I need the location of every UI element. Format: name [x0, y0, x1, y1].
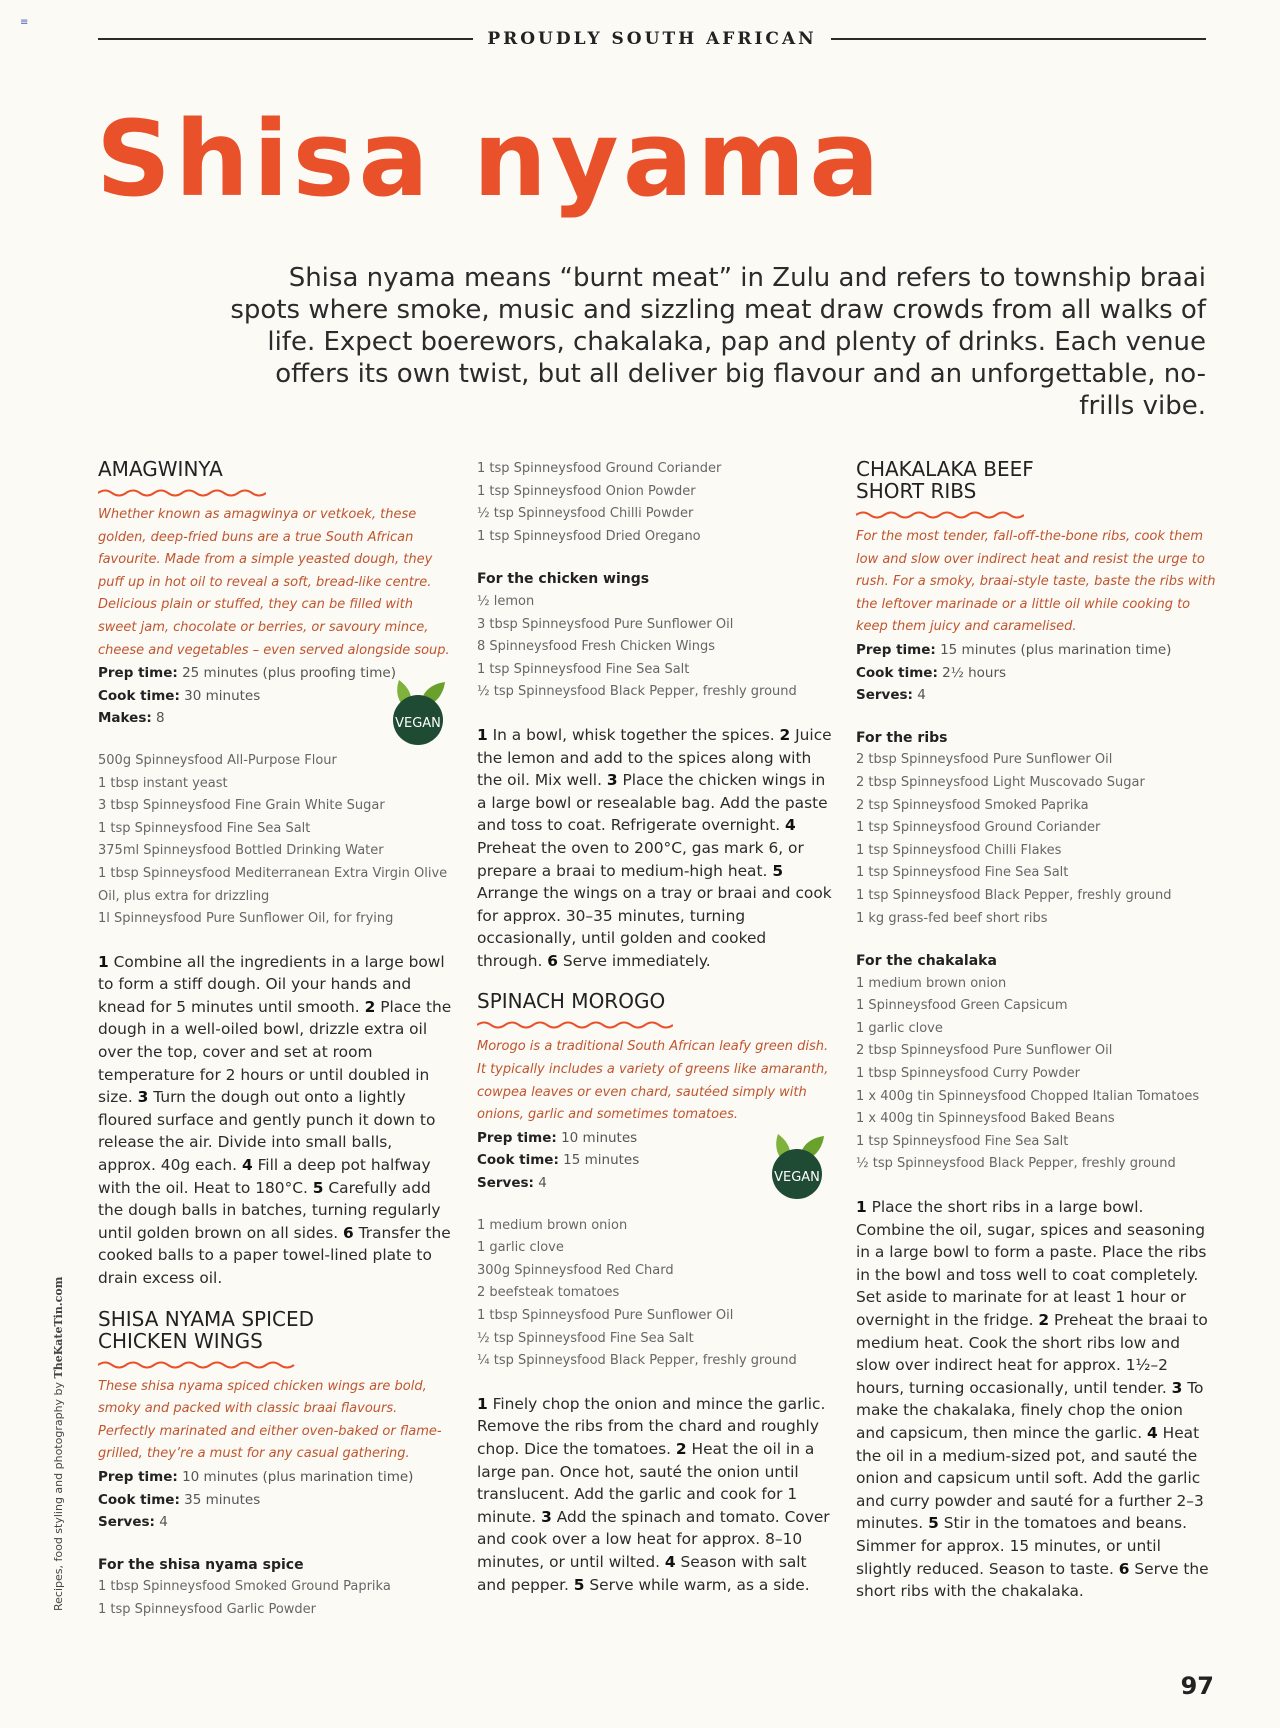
ingredient-item: 1 tsp Spinneysfood Onion Powder [477, 483, 696, 499]
menu-icon: ≡ [20, 17, 29, 28]
ingredient-item: 1 kg grass-fed beef short ribs [856, 910, 1048, 926]
step-number: 1 [856, 1198, 867, 1217]
subheading-spice: For the shisa nyama spice [98, 1556, 304, 1573]
ingredient-item: 2 tsp Spinneysfood Smoked Paprika [856, 797, 1089, 813]
ingredient-item: 1 tsp Spinneysfood Fine Sea Salt [477, 661, 690, 677]
ingredient-item: ½ tsp Spinneysfood Black Pepper, freshly ground [477, 684, 797, 700]
step-text: Fill a deep pot halfway with the oil. Heat to 180°C. [98, 1156, 431, 1197]
ingredient-item: 1 tbsp Spinneysfood Mediterranean Extra Virgin Olive Oil, plus extra for drizzling [98, 865, 448, 904]
ingredient-item: ½ tsp Spinneysfood Black Pepper, freshly ground [856, 1156, 1176, 1172]
section-header [98, 27, 1206, 51]
ingredient-item: 1 tsp Spinneysfood Dried Oregano [477, 528, 701, 544]
ingredient-item: ½ tsp Spinneysfood Chilli Powder [477, 506, 694, 522]
step-text: Arrange the wings on a tray or braai and cook for approx. 30–35 minutes, turning occasionally, until golden and cooked through. [477, 884, 832, 970]
ingredient-item: 500g Spinneysfood All-Purpose Flour [98, 752, 337, 768]
step-number: 5 [772, 861, 784, 880]
ingredient-list [477, 1215, 832, 1373]
subheading-ribs: For the ribs [856, 729, 948, 746]
ingredient-list [477, 591, 832, 704]
ingredient-item: 1 tsp Spinneysfood Fine Sea Salt [856, 1133, 1069, 1149]
step-number: 3 [137, 1088, 149, 1107]
step-number: 5 [312, 1178, 324, 1197]
step-number: 4 [1147, 1423, 1158, 1442]
ingredient-item: 1 tbsp Spinneysfood Smoked Ground Paprika [98, 1579, 391, 1595]
serves: Serves: 4 [856, 687, 926, 704]
recipe-description: Morogo is a traditional South African leafy green dish. It typically includes a variety of greens like amaranth, cowpea leaves or even chard, sautéed simply with onions, garlic and sometimes tomatoes. [477, 1039, 829, 1123]
recipe-amagwinya [98, 458, 453, 1290]
ingredient-item: 2 beefsteak tomatoes [477, 1285, 620, 1301]
step-text: Preheat the oven to 200°C, gas mark 6, or prepare a braai to medium-high heat. [477, 838, 804, 880]
recipe-description: Whether known as amagwinya or vetkoek, these golden, deep-fried buns are a true South African favourite. Made from a simple yeasted dough, they puff up in hot oil to reveal a soft, bread-like centre. Delicious plain or stuffed, they can be filled with sweet jam, chocolate or berries, or savoury mince, cheese and vegetables – even served alongside soup. [98, 507, 450, 658]
ingredient-item: 1 x 400g tin Spinneysfood Chopped Italian Tomatoes [856, 1088, 1200, 1104]
photo-credit: Recipes, food styling and photography by TheKateTin.com [52, 1276, 65, 1611]
ingredient-item: 3 tbsp Spinneysfood Pure Sunflower Oil [477, 616, 734, 632]
ingredient-item: 1 Spinneysfood Green Capsicum [856, 998, 1068, 1014]
step-text: Carefully add the dough balls in batches, turning regularly until golden brown on all sides. [98, 1178, 441, 1242]
step-number: 1 [477, 725, 488, 744]
step-number: 6 [547, 951, 558, 970]
cook-time: Cook time: 35 minutes [98, 1491, 261, 1508]
ingredient-item: 1 tsp Spinneysfood Fine Sea Salt [98, 820, 311, 836]
column-1 [98, 458, 453, 1622]
page-number: 97 [1180, 1672, 1214, 1700]
ingredient-list [856, 749, 1216, 930]
step-number: 2 [364, 997, 376, 1016]
ingredient-item: 8 Spinneysfood Fresh Chicken Wings [477, 639, 716, 655]
section-kicker: PROUDLY SOUTH AFRICAN [487, 29, 817, 49]
ingredient-item: 1 x 400g tin Spinneysfood Baked Beans [856, 1111, 1115, 1127]
prep-time: Prep time: 15 minutes (plus marination time) [856, 641, 1172, 658]
recipe-chicken-wings [98, 1308, 453, 1622]
vegan-badge [385, 676, 451, 746]
header-rule-left [98, 38, 473, 40]
ingredient-list [477, 458, 832, 548]
ingredient-item: 1 tsp Spinneysfood Garlic Powder [98, 1601, 317, 1617]
step-number: 1 [98, 952, 109, 971]
intro-paragraph: Shisa nyama means “burnt meat” in Zulu and refers to township braai spots where smoke, music and sizzling meat draw crowds from all walks of life. Expect boerewors, chakalaka, pap and plenty of drinks. Each venue offers its own twist, but all deliver big flavour and an unforgettable, no-frills vibe. [230, 263, 1206, 421]
ingredient-item: 2 tbsp Spinneysfood Pure Sunflower Oil [856, 1043, 1113, 1059]
ingredient-item: 375ml Spinneysfood Bottled Drinking Water [98, 843, 384, 859]
step-number: 3 [1171, 1378, 1183, 1397]
ingredient-item: 1 medium brown onion [477, 1217, 628, 1233]
step-text: Season with salt and pepper. [477, 1552, 807, 1594]
step-number: 6 [1118, 1559, 1130, 1578]
column-2 [477, 458, 832, 1596]
step-text: Serve immediately. [557, 951, 711, 970]
ingredient-item: 1 garlic clove [477, 1240, 564, 1256]
prep-time: Prep time: 10 minutes [477, 1129, 638, 1146]
step-text: Add the spinach and tomato. Cover and cook over a low heat for approx. 8–10 minutes, or until wilted. [477, 1507, 830, 1571]
recipe-description: These shisa nyama spiced chicken wings are bold, smoky and packed with classic braai flavours. Perfectly marinated and either oven-baked or flame-grilled, they’re a must for any casual gathering. [98, 1378, 442, 1462]
step-number: 4 [785, 816, 796, 835]
recipe-description: For the most tender, fall-off-the-bone ribs, cook them low and slow over indirect heat and resist the urge to rush. For a smoky, braai-style taste, baste the ribs with the leftover marinade or a little oil while cooking to keep them juicy and caramelised. [856, 529, 1216, 635]
step-text: Place the chicken wings in a large bowl or resealable bag. Add the paste and toss to coat. Refrigerate overnight. [477, 771, 828, 835]
step-text: Heat the oil in a large pan. Once hot, sauté the onion until translucent. Add the garlic and cook for 1 minute. [477, 1439, 815, 1526]
vegan-label: VEGAN [774, 1170, 820, 1185]
step-text: Turn the dough out onto a lightly floured surface and gently punch it down to release the air. Divide into small balls, approx. 40g each. [98, 1088, 436, 1175]
step-number: 2 [779, 725, 791, 744]
ingredient-item: 1l Spinneysfood Pure Sunflower Oil, for frying [98, 911, 394, 927]
subheading-wings: For the chicken wings [477, 571, 650, 588]
subheading-chakalaka: For the chakalaka [856, 953, 997, 970]
recipe-title: SHISA NYAMA SPICED CHICKEN WINGS [98, 1306, 314, 1353]
step-text: In a bowl, whisk together the spices. [487, 725, 780, 744]
makes: Makes: 8 [98, 710, 165, 727]
ingredient-item: 1 garlic clove [856, 1020, 943, 1036]
step-text: Transfer the cooked balls to a paper towel-lined plate to drain excess oil. [98, 1223, 451, 1287]
step-number: 4 [241, 1156, 253, 1175]
vegan-badge [764, 1130, 830, 1200]
step-text: Stir in the tomatoes and beans. Simmer for approx. 15 minutes, or until slightly reduced. Season to taste. [856, 1514, 1187, 1578]
prep-time: Prep time: 10 minutes (plus marination time) [98, 1468, 414, 1485]
ingredient-item: ½ tsp Spinneysfood Fine Sea Salt [477, 1330, 694, 1346]
step-text: Heat the oil in a medium-sized pot, and sauté the onion and capsicum until soft. Add the garlic and curry powder and sauté for a further 2–3 minutes. [856, 1423, 1204, 1533]
method-text [477, 724, 832, 973]
ingredient-list [98, 1576, 453, 1621]
ingredient-item: 1 tbsp Spinneysfood Pure Sunflower Oil [477, 1308, 734, 1323]
step-number: 5 [573, 1575, 585, 1594]
ingredient-item: ¼ tsp Spinneysfood Black Pepper, freshly ground [477, 1353, 797, 1369]
vegan-label: VEGAN [395, 716, 441, 731]
step-number: 6 [343, 1223, 354, 1242]
recipe-spinach-morogo [477, 990, 832, 1596]
ingredient-item: 1 tbsp instant yeast [98, 775, 228, 791]
ingredient-item: 1 medium brown onion [856, 975, 1007, 991]
ingredient-item: 300g Spinneysfood Red Chard [477, 1262, 674, 1278]
page-title: Shisa nyama [96, 98, 884, 220]
step-number: 3 [541, 1507, 552, 1526]
ingredient-item: 1 tsp Spinneysfood Ground Coriander [856, 820, 1101, 836]
cook-time: Cook time: 30 minutes [98, 687, 261, 704]
header-rule-right [831, 38, 1206, 40]
cook-time: Cook time: 15 minutes [477, 1152, 640, 1169]
step-text: Juice the lemon and add to the spices along with the oil. Mix well. [477, 725, 832, 790]
cook-time: Cook time: 2½ hours [856, 664, 1007, 681]
ingredient-list [98, 750, 453, 931]
ingredient-item: 1 tsp Spinneysfood Chilli Flakes [856, 842, 1062, 858]
recipe-title: CHAKALAKA BEEF SHORT RIBS [856, 457, 1034, 503]
squiggle-divider [98, 1360, 298, 1370]
step-number: 1 [477, 1394, 488, 1413]
ingredient-item: 1 tsp Spinneysfood Black Pepper, freshly ground [856, 887, 1172, 903]
ingredient-item: ½ lemon [477, 593, 535, 609]
leaf-icon [764, 1130, 830, 1200]
ingredient-item: 2 tbsp Spinneysfood Light Muscovado Sugar [856, 774, 1145, 790]
recipe-short-ribs [856, 458, 1216, 1603]
ingredient-item: 3 tbsp Spinneysfood Fine Grain White Sugar [98, 798, 385, 814]
step-number: 3 [606, 771, 618, 790]
step-text: Preheat the braai to medium heat. Cook the short ribs low and slow over indirect heat for approx. 1½–2 hours, turning occasionally, until tender. [856, 1311, 1208, 1397]
ingredient-list [856, 973, 1216, 1176]
squiggle-divider [98, 488, 266, 498]
step-number: 2 [675, 1439, 687, 1458]
step-number: 4 [664, 1552, 676, 1571]
squiggle-divider [477, 1020, 673, 1030]
recipe-title: AMAGWINYA [98, 457, 223, 481]
ingredient-item: 1 tsp Spinneysfood Fine Sea Salt [856, 865, 1069, 881]
prep-time: Prep time: 25 minutes (plus proofing time) [98, 665, 396, 682]
step-number: 5 [928, 1514, 939, 1533]
method-text [98, 951, 453, 1290]
step-text: Serve the short ribs with the chakalaka. [856, 1559, 1209, 1601]
method-text [477, 1393, 832, 1596]
recipe-title: SPINACH MOROGO [477, 989, 666, 1014]
step-text: Combine all the ingredients in a large bowl to form a stiff dough. Oil your hands and knead for 5 minutes until smooth. [98, 952, 445, 1016]
step-text: Serve while warm, as a side. [584, 1575, 810, 1594]
step-text: Place the dough in a well-oiled bowl, drizzle extra oil over the top, cover and set at room temperature for 2 hours or until doubled in size. [98, 997, 452, 1107]
method-text [856, 1196, 1216, 1603]
ingredient-item: 1 tbsp Spinneysfood Curry Powder [856, 1066, 1080, 1082]
step-text: To make the chakalaka, finely chop the onion and capsicum, then mince the garlic. [856, 1378, 1204, 1442]
ingredient-item: 1 tsp Spinneysfood Ground Coriander [477, 461, 722, 476]
step-text: Place the short ribs in a large bowl. Combine the oil, sugar, spices and seasoning in a large bowl to form a paste. Place the ribs in the bowl and toss well to coat completely. Set aside to marinate for at least 1 hour or overnight in the fridge. [856, 1198, 1207, 1329]
squiggle-divider [856, 510, 1024, 520]
step-number: 2 [1038, 1311, 1050, 1329]
column-3 [856, 458, 1216, 1603]
step-text: Finely chop the onion and mince the garlic. Remove the ribs from the chard and roughly chop. Dice the tomatoes. [477, 1394, 826, 1458]
leaf-icon [385, 676, 451, 746]
ingredient-item: 2 tbsp Spinneysfood Pure Sunflower Oil [856, 752, 1113, 768]
serves: Serves: 4 [477, 1175, 547, 1192]
serves: Serves: 4 [98, 1514, 168, 1531]
